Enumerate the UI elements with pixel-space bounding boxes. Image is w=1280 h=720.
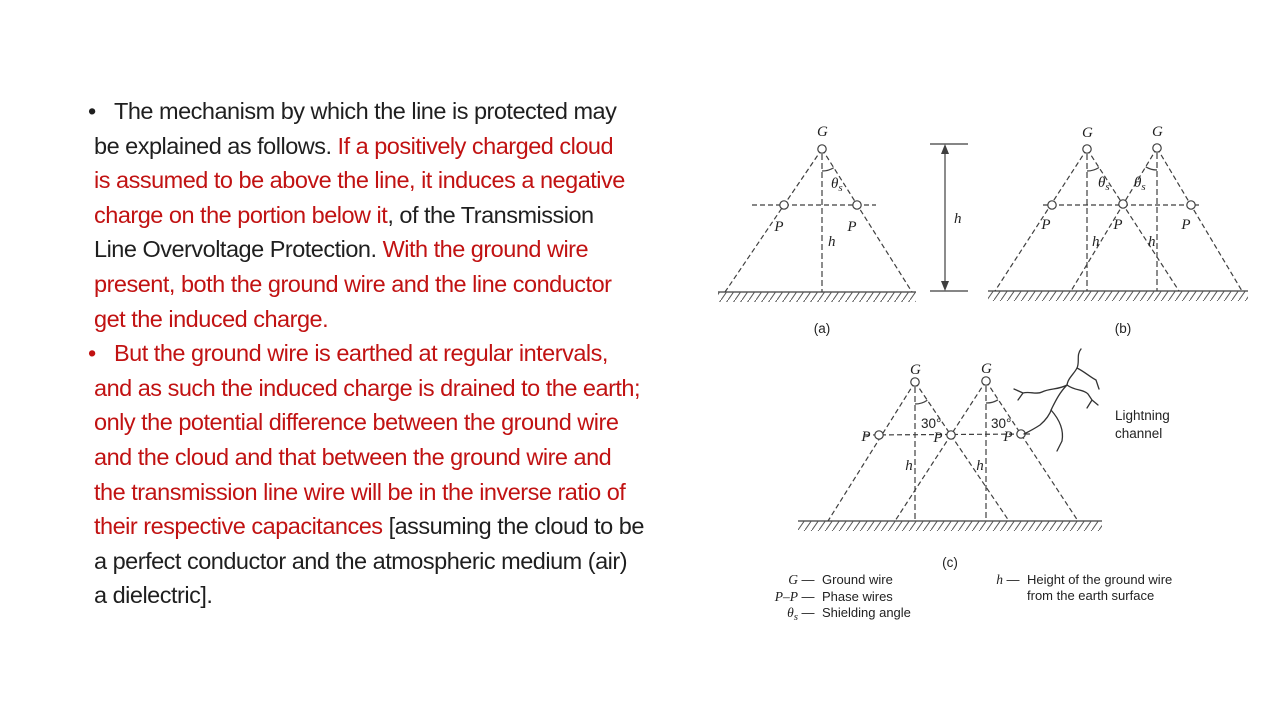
legend-dash: — [801,589,815,604]
shielding-angle-label: $\theta_s$ [1134,175,1146,193]
text-segment: Line Overvoltage Protection. [94,236,383,263]
height-label: h [976,458,984,474]
legend-g-desc: Ground wire [822,572,893,587]
text-segment: But the ground wire is earthed at regular intervals, [114,340,608,367]
text-line [86,198,686,233]
text-segment: get the induced charge. [94,305,329,332]
text-segment: [assuming the cloud to be [388,513,644,540]
phase-wire-point [1119,200,1127,208]
ground-wire-label: G [1082,125,1093,141]
phase-wire-point [1187,201,1195,209]
shielding-angle-label: $\theta_s$ [1098,175,1110,193]
text-segment: With the ground wire [382,236,589,263]
ground-wire-label: G [1152,124,1163,140]
ground-wire-point [1153,144,1161,152]
legend-pp-symbol: P–P [774,589,798,604]
legend-theta-desc: Shielding angle [822,605,911,620]
text-line [86,94,686,129]
figure-c-towers [798,349,1170,570]
ground-wire-label: G [981,361,992,377]
ground-wire-point [911,378,919,386]
earth-hatching [988,291,1248,301]
legend-h-desc: from the earth surface [1027,588,1155,603]
arrow-up-icon [941,144,949,154]
shielding-diagram [700,115,1260,635]
lightning-channel-label: channel [1115,426,1163,441]
text-segment: If a positively charged cloud [337,132,614,159]
ground-wire-point [982,377,990,385]
legend-g-symbol: G [788,572,798,587]
phase-wire-point [853,201,861,209]
phase-wire-point [1048,201,1056,209]
ground-wire-point [818,145,826,153]
height-dimension-indicator [930,144,968,291]
ground-wire-point [1083,145,1091,153]
legend [774,572,1173,623]
text-segment: a perfect conductor and the atmospheric medium (air) [94,547,628,574]
phase-wire-label: P [1181,217,1191,233]
legend-pp-desc: Phase wires [822,589,893,604]
phase-wire-label: P [1003,429,1013,445]
text-segment: a dielectric]. [94,582,213,609]
text-segment: their respective capacitances [94,513,389,540]
text-segment: only the potential difference between the ground wire [94,409,619,436]
text-line [86,267,686,302]
phase-wire-label: P [861,429,871,445]
figure-c-caption: (c) [942,555,958,570]
text-segment: and as such the induced charge is drained to the earth; [94,374,641,401]
bullet-marker: • [88,340,96,367]
text-line [86,475,686,510]
text-segment: is assumed to be above the line, it induces a negative [94,167,625,194]
arrow-down-icon [941,281,949,291]
text-segment: , of the Transmission [387,201,594,228]
phase-wire-label: P [1041,217,1051,233]
text-segment: the transmission line wire will be in the inverse ratio of [94,478,626,505]
ground-wire-label: G [817,124,828,140]
legend-h-desc: Height of the ground wire [1027,572,1173,587]
earth-hatching [718,292,916,302]
earth-hatching [798,521,1102,531]
text-line [86,371,686,406]
text-line [86,336,686,371]
shielding-angle-30-label: 30° [921,416,942,431]
text-line [86,302,686,337]
height-label: h [1148,234,1156,250]
phase-wire-point [875,431,883,439]
text-line [86,232,686,267]
text-line [86,405,686,440]
phase-wire-point [780,201,788,209]
text-line [86,440,686,475]
text-line [86,509,686,544]
legend-dash: — [801,605,815,620]
lightning-channel [1014,349,1099,451]
legend-theta-symbol: $\theta_s$ [787,605,798,623]
text-segment: be explained as follows. [94,132,338,159]
phase-wire-label: P [1113,217,1123,233]
legend-dash: — [801,572,815,587]
height-label: h [1092,234,1100,250]
legend-h-symbol: h [996,572,1003,587]
phase-wire-point [947,431,955,439]
height-label: h [905,458,913,474]
text-line [86,129,686,164]
height-label: h [828,234,836,250]
ground-wire-label: G [910,362,921,378]
legend-dash: — [1006,572,1020,587]
phase-wire-label: P [933,430,943,446]
figure-a-tower [718,124,916,336]
text-line [86,163,686,198]
phase-wire-label: P [774,219,784,235]
text-segment: present, both the ground wire and the line conductor [94,270,612,297]
text-segment: The mechanism by which the line is protected may [114,98,617,124]
bullet-marker: • [88,98,96,124]
text-segment: charge on the portion below it [94,201,388,228]
lightning-channel-label: Lightning [1115,408,1170,423]
text-line [86,578,686,613]
figure-b-towers [988,124,1248,336]
figure-b-caption: (b) [1114,321,1132,336]
text-line [86,544,686,579]
figure-a-caption: (a) [813,321,831,336]
shielding-angle-30-label: 30° [991,416,1012,431]
phase-wire-label: P [847,219,857,235]
shielding-angle-label: $\theta_s$ [831,176,843,194]
height-label: h [954,211,962,227]
text-segment: and the cloud and that between the ground wire and [94,443,612,470]
slide-text-block [86,94,686,613]
